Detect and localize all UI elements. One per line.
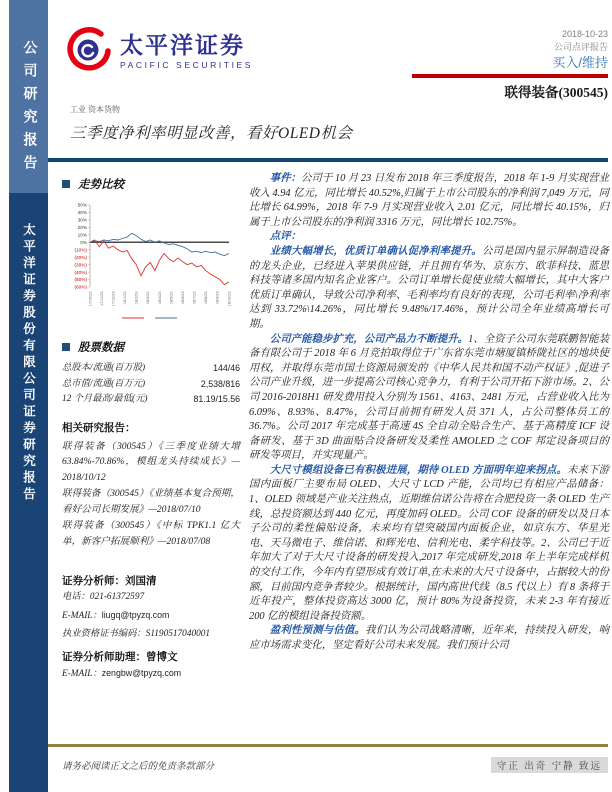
footer — [62, 757, 608, 773]
email-label: E-MAIL： — [62, 669, 102, 679]
body-paragraph — [249, 245, 609, 333]
paragraph-lead: 事件： — [269, 173, 302, 184]
svg-text:(50%): (50%) — [74, 277, 87, 283]
report-body — [249, 172, 609, 654]
svg-text:50%: 50% — [77, 202, 87, 208]
sidebar-company-label: 太平洋证券股份有限公司证券研究报告 — [21, 223, 36, 504]
title-divider — [48, 158, 608, 162]
rating-underline — [412, 74, 608, 78]
analyst-heading: 证券分析师：刘国清 — [62, 576, 157, 587]
svg-text:18/6/23: 18/6/23 — [180, 291, 185, 305]
svg-text:(20%): (20%) — [74, 254, 87, 260]
svg-text:18/1/23: 18/1/23 — [123, 291, 128, 305]
assistant-email: zengbw@tpyzq.com — [101, 668, 182, 678]
svg-text:18/9/23: 18/9/23 — [215, 291, 220, 305]
stock-data-table — [62, 361, 240, 408]
pacific-securities-logo-icon — [66, 26, 112, 77]
table-row-label: 12 个月最高/最低(元) — [62, 394, 148, 404]
body-paragraph — [249, 230, 609, 245]
svg-text:18/5/23: 18/5/23 — [169, 291, 174, 305]
stock-data-section-heading — [62, 339, 240, 355]
body-paragraph — [249, 464, 609, 625]
list-item: 联得装备（300545）《业绩基本复合预期，看好公司长期发展》—2018/07/10 — [62, 488, 240, 515]
svg-text:10%: 10% — [77, 232, 87, 238]
paragraph-text: 公司是国内显示屏制造设备的龙头企业，已经进入苹果供应链，并且拥有华为、京东方、欧菲科技、蓝思科技等诸多国内知名企业客户。公司订单增长促使业绩大幅增长，其中大客户优质订单确认，导致公司净利率、毛利率均有良好的表现，公司毛利率\净利率达到 33.72%\14.26%，同比增长 9.48%/17.46%，预计公司全年业绩高增长可期。 — [249, 245, 610, 330]
brand-name-en: PACIFIC SECURITIES — [120, 59, 254, 70]
analyst-email: liugq@tpyzq.com — [101, 610, 170, 620]
analyst-phone: 电话：021-61372597 — [62, 592, 145, 602]
related-reports-heading: 相关研究报告： — [62, 422, 136, 434]
footer-disclaimer: 请务必阅读正文之后的免责条款部分 — [62, 762, 215, 772]
body-paragraph — [249, 333, 609, 464]
svg-text:18/7/23: 18/7/23 — [192, 291, 197, 305]
table-row-value: 144/46 — [213, 363, 240, 373]
paragraph-lead: 大尺寸模组设备已有积极进展，期待 OLED 方面明年迎来拐点。 — [269, 464, 567, 476]
table-row-value: 2,538/816 — [200, 378, 240, 389]
svg-text:18/4/23: 18/4/23 — [157, 291, 162, 305]
page-title: 三季度净利率明显改善，看好OLED机会 — [70, 125, 353, 142]
paragraph-text: 1、全资子公司东莞联鹏智能装备有限公司于 2018 年 6 月竞拍取得位于广东省东莞市塘厦镇桥陇社区的地块使用权，并取得东莞市国土资源局颁发的《中华人民共和国不动产权证》,促进子公司产业升级，进一步提高公司核心竞争力，有利于公司开拓下游市场。2、公司 2016-2018H1 研发费用投入分别为 1561、4163、2481 万元，占营业收入比为 6.09%、8.93%、8.47%，公司目前拥有研发人员 371 人，占公司整体员工的 36.7%。公司 2017 年完成基于高速 4S 全自动全贴合生产、基于高精度 ICF 设备研发、基于 3D 曲面贴合设备研发及柔性 AMOLED 之 COF 邦定设备项目的研发等项目，并实现量产。 — [249, 333, 609, 462]
table-row — [62, 377, 240, 393]
list-item: 联得装备（300545）《三季度业绩大增 63.84%-70.86%，模组龙头持续成长》—2018/10/12 — [62, 440, 240, 483]
sidebar-category-label: 公司研究报告 — [21, 40, 37, 178]
svg-text:17/11/23: 17/11/23 — [99, 291, 104, 306]
svg-text:0%: 0% — [80, 239, 87, 245]
analyst-email-row — [62, 606, 240, 625]
table-row-label: 总市值/流通(百万元) — [62, 378, 146, 389]
trend-chart-svg — [62, 200, 234, 324]
sidebar-company-banner — [9, 193, 48, 792]
svg-text:17/10/23: 17/10/23 — [88, 291, 93, 307]
left-sidebar-column — [62, 176, 240, 683]
report-date: 2018-10-23 — [561, 29, 608, 39]
list-item: 联得装备（300545）《中标 TPK1.1 亿大单，新客户拓展顺利》—2018/07/08 — [62, 520, 240, 547]
industry-breadcrumb: 工业 资本货物 — [70, 105, 120, 114]
email-label: E-MAIL： — [62, 611, 102, 621]
paragraph-text: 公司于 10 月 23 日发布 2018 年三季度报告，2018 年 1-9 月实现营业收入 4.94 亿元，同比增长 40.52%,归属于上市公司股东的净利润 7,049 万元，同比增长 64.99%，2018 年 7-9 月实现营业收入 2.01 亿元，同比增长 40.15%，归属于上市公司股东的净利润 3316 万元，同比增长 102.75%。 — [249, 173, 609, 228]
svg-text:(60%): (60%) — [74, 284, 87, 290]
svg-text:(10%): (10%) — [74, 247, 87, 253]
svg-text:18/2/23: 18/2/23 — [134, 291, 139, 305]
related-reports-list — [62, 439, 240, 550]
assistant-email-row — [62, 664, 240, 683]
svg-text:17/12/23: 17/12/23 — [111, 291, 116, 307]
svg-text:20%: 20% — [77, 225, 87, 231]
table-row — [62, 361, 240, 377]
body-paragraph — [249, 172, 609, 230]
paragraph-lead: 盈利性预测与估值。 — [269, 625, 366, 637]
trend-section-heading — [62, 176, 240, 192]
svg-text:18/3/23: 18/3/23 — [146, 291, 151, 305]
footer-divider — [48, 744, 608, 747]
square-bullet-icon — [62, 180, 70, 188]
paragraph-text: 未来下游国内面板厂主要布局 OLED、大尺寸 LCD 产能，公司均已有相应产品储备：1、OLED 领域是产业关注热点，近期维信诺公告将在合肥投资一条 OLED 生产线，总投资额达到 440 亿元，再度加码 OLED。公司 COF 设备的研发以及日本子公司的柔性偏贴设备，未来均有望突破国内面板企业，如京东方、华星光电、天马微电子、维信诺、和辉光电、信利光电、柔宇科技等。2、公司已于近年加大了对于大尺寸设备的研发投入,2017 年完成研发,2018 年上半年完成样机的交付工作，今年内有望形成有效订单,在未来的大尺寸设备中，占据较大的份额，目前国内竞争者较少。根据统计，国内高世代线（8.5 代以上）有 8 条将于近年投产，整体投资高达 3000 亿，预计 80%为设备投资，未来 2-3 年有接近 200 亿的模组设备投资额。 — [249, 464, 610, 622]
brand-logo — [66, 26, 253, 77]
paragraph-text: 我们认为公司战略清晰，近年来，持续投入研发，响应市场需求变化，坚定看好公司未来发展。我们预计公司 — [249, 625, 610, 651]
paragraph-lead: 业绩大幅增长，优质订单确认促净利率提升。 — [269, 245, 482, 257]
trend-chart — [62, 200, 240, 329]
svg-text:18/8/23: 18/8/23 — [204, 291, 209, 305]
sidebar-report-category — [9, 0, 48, 193]
brand-name-cn: 太平洋证券 — [120, 31, 245, 58]
assistant-heading: 证券分析师助理：曾博文 — [62, 652, 178, 663]
stock-data-heading-label: 股票数据 — [78, 342, 124, 354]
brand-text — [120, 31, 254, 70]
rating-badge: 买入/维持 — [552, 55, 608, 70]
svg-text:40%: 40% — [77, 210, 87, 216]
paragraph-lead: 点评： — [269, 231, 301, 243]
svg-text:18/10/23: 18/10/23 — [227, 291, 232, 307]
header-meta — [368, 28, 608, 101]
body-paragraph — [249, 624, 609, 653]
stock-name-code: 联得装备(300545) — [504, 85, 608, 100]
analyst-license: 执业资格证书编码：S1190517040001 — [62, 629, 211, 639]
svg-text:30%: 30% — [77, 217, 87, 223]
trend-heading-label: 走势比较 — [78, 179, 124, 191]
square-bullet-icon — [62, 343, 70, 351]
svg-text:(30%): (30%) — [74, 262, 87, 268]
table-row-label: 总股本/流通(百万股) — [62, 363, 146, 373]
table-row-value: 81.19/15.56 — [193, 394, 240, 404]
paragraph-lead: 公司产能稳步扩充，公司产品力不断提升。 — [269, 333, 469, 345]
svg-text:(40%): (40%) — [74, 269, 87, 275]
table-row — [62, 392, 240, 408]
footer-motto: 守正 出奇 宁静 致远 — [491, 757, 608, 773]
report-type: 公司点评报告 — [553, 42, 608, 52]
